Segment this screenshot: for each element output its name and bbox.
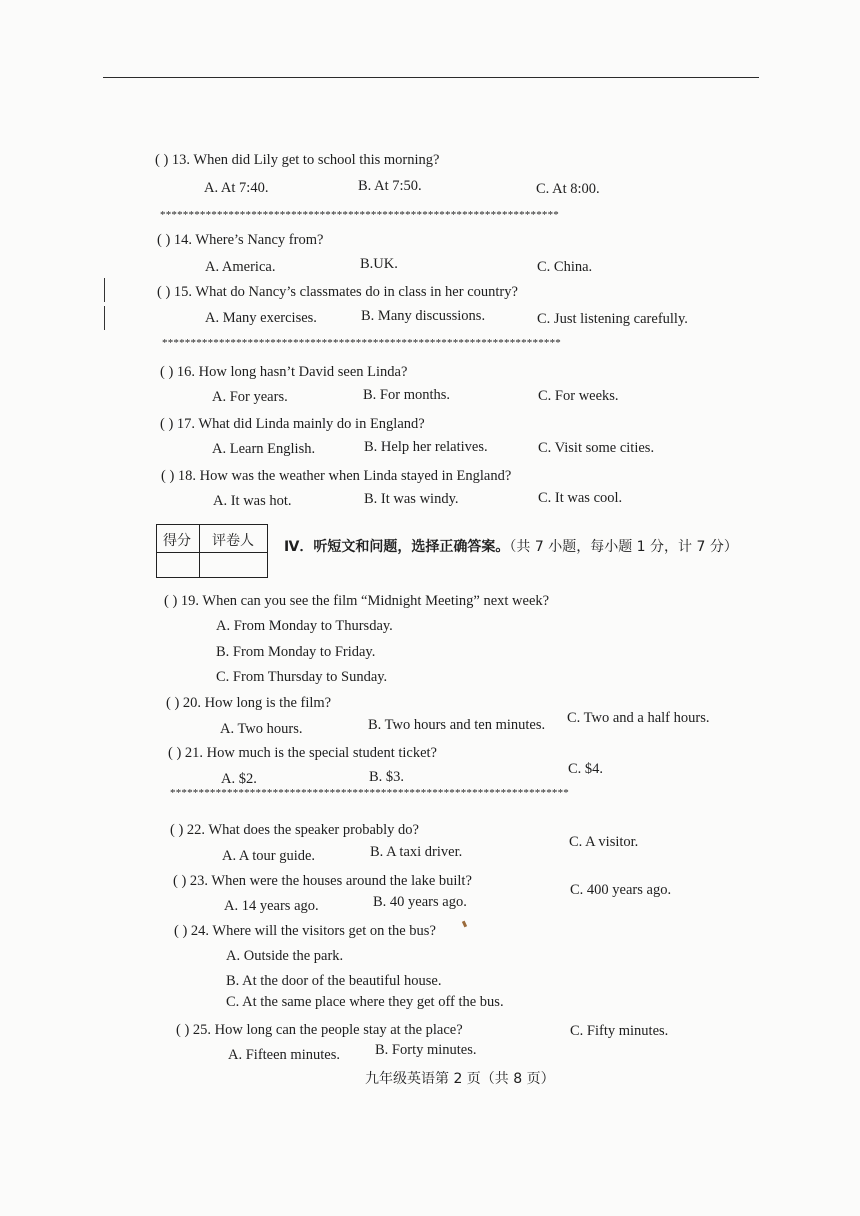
q15-option-b: B. Many discussions.: [361, 308, 486, 324]
q21-option-c: C. $4.: [568, 761, 604, 777]
q25-option-a: A. Fifteen minutes.: [228, 1047, 340, 1063]
q24-option-a: A. Outside the park.: [226, 948, 344, 964]
pencil-mark: [462, 921, 467, 928]
q18-option-b: B. It was windy.: [364, 491, 459, 507]
question-19: ( ) 19. When can you see the film “Midnight Meeting” next week?: [164, 593, 550, 609]
q25-option-b: B. Forty minutes.: [375, 1042, 477, 1058]
q17-option-a: A. Learn English.: [212, 441, 316, 457]
q21-option-b: B. $3.: [369, 769, 405, 785]
q13-option-c: C. At 8:00.: [536, 181, 600, 197]
q16-option-b: B. For months.: [363, 387, 451, 403]
q24-option-c: C. At the same place where they get off the bus.: [226, 994, 504, 1010]
question-15: ( ) 15. What do Nancy’s classmates do in class in her country?: [157, 284, 518, 300]
question-18: ( ) 18. How was the weather when Linda stayed in England?: [161, 468, 512, 484]
section-note: （共 7 小题，每小题 1 分，计 7 分）: [509, 539, 738, 555]
q24-option-b: B. At the door of the beautiful house.: [226, 973, 442, 989]
q23-option-b: B. 40 years ago.: [373, 894, 467, 910]
q20-option-b: B. Two hours and ten minutes.: [368, 717, 546, 733]
table-divider: [157, 552, 267, 553]
q20-option-a: A. Two hours.: [220, 721, 303, 737]
q14-option-c: C. China.: [537, 259, 593, 275]
question-23: ( ) 23. When were the houses around the lake built?: [173, 873, 472, 889]
score-table: [156, 524, 268, 578]
question-14: ( ) 14. Where’s Nancy from?: [157, 232, 324, 248]
q19-option-c: C. From Thursday to Sunday.: [216, 669, 388, 685]
q13-option-a: A. At 7:40.: [204, 180, 269, 196]
q18-option-c: C. It was cool.: [538, 490, 623, 506]
q16-option-c: C. For weeks.: [538, 388, 619, 404]
question-20: ( ) 20. How long is the film?: [166, 695, 332, 711]
question-21: ( ) 21. How much is the special student ticket?: [168, 745, 437, 761]
q15-option-c: C. Just listening carefully.: [537, 311, 688, 327]
question-24: ( ) 24. Where will the visitors get on the bus?: [174, 923, 436, 939]
q13-option-b: B. At 7:50.: [358, 178, 422, 194]
question-17: ( ) 17. What did Linda mainly do in England?: [160, 416, 425, 432]
separator-stars: **********************************************************************: [160, 209, 559, 221]
q16-option-a: A. For years.: [212, 389, 288, 405]
q22-option-c: C. A visitor.: [569, 834, 639, 850]
question-13: ( ) 13. When did Lily get to school this morning?: [155, 152, 440, 168]
score-label: 得分: [163, 533, 191, 549]
q17-option-c: C. Visit some cities.: [538, 440, 655, 456]
binding-mark: [104, 278, 105, 302]
q18-option-a: A. It was hot.: [213, 493, 292, 509]
grader-label: 评卷人: [212, 533, 254, 549]
q23-option-c: C. 400 years ago.: [570, 882, 672, 898]
q14-option-a: A. America.: [205, 259, 276, 275]
question-16: ( ) 16. How long hasn’t David seen Linda?: [160, 364, 408, 380]
table-divider: [199, 525, 200, 577]
q25-option-c: C. Fifty minutes.: [570, 1023, 669, 1039]
q17-option-b: B. Help her relatives.: [364, 439, 488, 455]
header-rule: [103, 77, 759, 78]
section-heading: [284, 536, 738, 556]
binding-mark: [104, 306, 105, 330]
q23-option-a: A. 14 years ago.: [224, 898, 319, 914]
separator-stars: **********************************************************************: [162, 337, 561, 349]
page-footer: 九年级英语第 2 页（共 8 页）: [365, 1071, 555, 1087]
q19-option-b: B. From Monday to Friday.: [216, 644, 376, 660]
q22-option-b: B. A taxi driver.: [370, 844, 463, 860]
question-25: ( ) 25. How long can the people stay at the place?: [176, 1022, 463, 1038]
q20-option-c: C. Two and a half hours.: [567, 710, 710, 726]
q22-option-a: A. A tour guide.: [222, 848, 316, 864]
q14-option-b: B.UK.: [360, 256, 398, 272]
q21-option-a: A. $2.: [221, 771, 257, 787]
q15-option-a: A. Many exercises.: [205, 310, 317, 326]
section-title: Ⅳ．听短文和问题，选择正确答案。: [284, 539, 510, 555]
q19-option-a: A. From Monday to Thursday.: [216, 618, 393, 634]
question-22: ( ) 22. What does the speaker probably do?: [170, 822, 419, 838]
separator-stars: **********************************************************************: [170, 787, 569, 799]
